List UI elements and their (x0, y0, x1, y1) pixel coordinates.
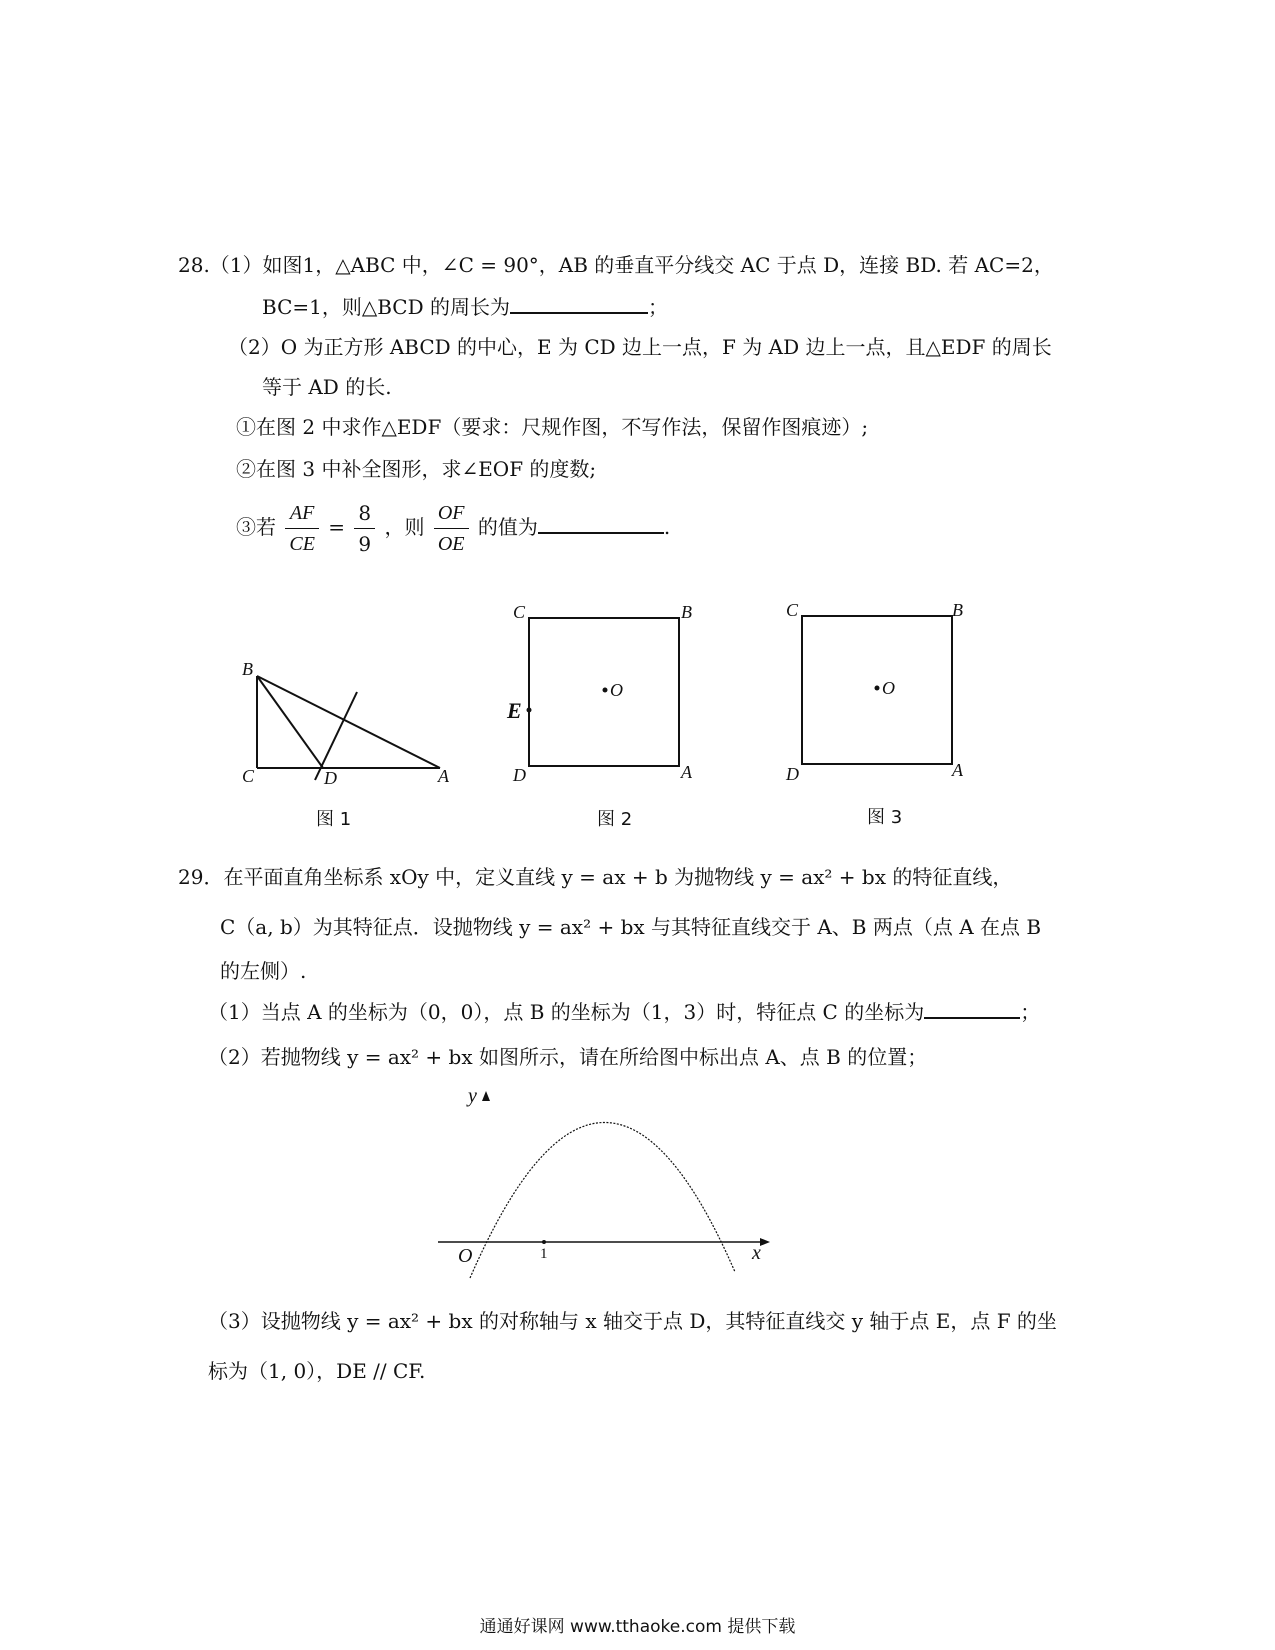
q29-line-3: 的左侧）. (220, 959, 307, 983)
frac1-den: CE (289, 533, 315, 555)
q29-line-4-end: ； (1020, 1000, 1041, 1024)
frac2-num: 8 (354, 498, 375, 529)
fig2-label-c: C (513, 602, 526, 622)
fig1-label-a: A (438, 766, 449, 786)
figure-3-square (780, 598, 980, 790)
figure-3-caption: 图 3 (867, 807, 903, 828)
q29-line-6: （3）设抛物线 y = ax² + bx 的对称轴与 x 轴交于点 D，其特征直线交 y 轴于点 E，点 F 的坐 (208, 1309, 1057, 1333)
q28-line-1: 28.（1）如图1，△ABC 中，∠C = 90°，AB 的垂直平分线交 AC 于点 D，连接 BD. 若 AC=2， (178, 253, 1054, 277)
parabola-graph (430, 1082, 790, 1292)
q29-line-5: （2）若抛物线 y = ax² + bx 如图所示，请在所给图中标出点 A、点 B 的位置； (208, 1045, 928, 1069)
frac2-den: 9 (358, 532, 372, 556)
q29-line-7: 标为（1, 0），DE // CF. (208, 1359, 426, 1383)
q29-line-2: C（a, b）为其特征点．设抛物线 y = ax² + bx 与其特征直线交于 A、B 两点（点 A 在点 B (220, 915, 1042, 939)
fig2-label-a: A (681, 762, 692, 782)
graph-x-label: x (752, 1242, 761, 1264)
q28-line-5: ①在图 2 中求作△EDF（要求：尺规作图，不写作法，保留作图痕迹）; (236, 415, 869, 439)
fig1-label-c: C (242, 766, 255, 786)
fig3-label-o: O (882, 678, 895, 698)
figure-2-caption: 图 2 (597, 809, 633, 830)
frac1-num: AF (285, 498, 319, 529)
graph-origin-label: O (458, 1245, 473, 1267)
q29-line-1: 29．在平面直角坐标系 xOy 中，定义直线 y = ax + b 为抛物线 y = ax² + bx 的特征直线， (178, 865, 1013, 889)
q28-line-2-text: BC=1，则△BCD 的周长为 (262, 295, 510, 319)
fraction-8-9 (354, 498, 375, 559)
q28-line-6: ②在图 3 中补全图形，求∠EOF 的度数; (236, 457, 597, 481)
fig3-label-a: A (952, 760, 963, 780)
q28-l7-post: 的值为 (477, 515, 538, 539)
figure-1-caption: 图 1 (316, 809, 352, 830)
fig3-label-c: C (786, 600, 799, 620)
fig1-label-d: D (324, 768, 337, 788)
q28-l7-end: . (663, 515, 671, 539)
fraction-of-oe (434, 498, 469, 559)
frac3-num: OF (434, 498, 469, 529)
fraction-af-ce (285, 498, 319, 559)
answer-blank-1 (510, 294, 648, 314)
q28-l7-pre: ③若 (236, 515, 276, 539)
q28-line-2 (262, 292, 668, 322)
figure-2-square (505, 598, 705, 790)
answer-blank-3 (924, 999, 1020, 1019)
fig2-label-e: E (507, 698, 522, 723)
fig2-label-b: B (681, 602, 692, 622)
fig1-label-b: B (242, 659, 253, 679)
q28-line-2-end: ； (648, 295, 668, 319)
graph-y-label: y (468, 1085, 477, 1107)
figure-1-triangle (230, 650, 460, 795)
graph-tick-1: 1 (540, 1246, 548, 1262)
fig2-label-o: O (610, 680, 623, 700)
fig3-label-d: D (786, 764, 799, 784)
page-footer: 通通好课网 www.tthaoke.com 提供下载 (479, 1617, 796, 1637)
fig3-label-b: B (952, 600, 963, 620)
q28-line-4: 等于 AD 的长. (262, 375, 392, 399)
equals-sign: = (328, 515, 346, 539)
q29-line-4-text: （1）当点 A 的坐标为（0，0），点 B 的坐标为（1，3）时，特征点 C 的坐标为 (208, 1000, 925, 1024)
q28-l7-mid: ，则 (384, 515, 425, 539)
answer-blank-2 (538, 514, 664, 534)
fig2-label-d: D (513, 765, 526, 785)
frac3-den: OE (437, 533, 465, 555)
q28-line-7 (236, 498, 670, 559)
q28-line-3: （2）O 为正方形 ABCD 的中心，E 为 CD 边上一点，F 为 AD 边上一点，且△EDF 的周长 (228, 335, 1052, 359)
q29-line-4 (208, 997, 1040, 1027)
